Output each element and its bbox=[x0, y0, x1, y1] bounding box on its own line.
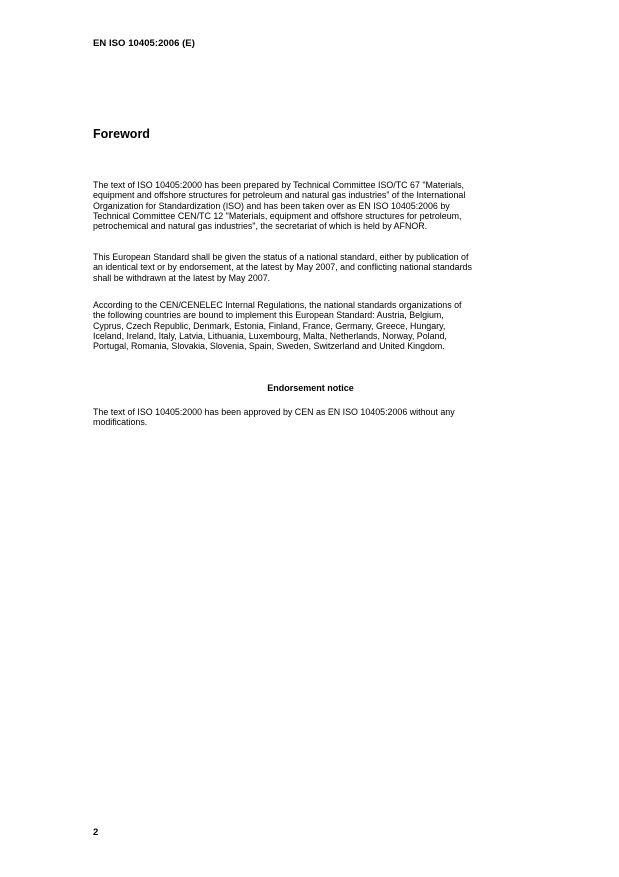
document-id-header: EN ISO 10405:2006 (E) bbox=[93, 38, 195, 49]
text-line: modifications. bbox=[93, 417, 148, 428]
text-line: According to the CEN/CENELEC Internal Regulations, the national standards organizations of bbox=[93, 300, 462, 310]
text-line: The text of ISO 10405:2000 has been prepared by Technical Committee ISO/TC 67 "Materials, bbox=[93, 180, 465, 190]
text-line: Organization for Standardization (ISO) and has been taken over as EN ISO 10405:2006 by bbox=[93, 200, 450, 211]
text-line: Portugal, Romania, Slovakia, Slovenia, Spain, Sweden, Switzerland and United Kingdom. bbox=[93, 341, 445, 352]
text-line: equipment and offshore structures for petroleum and natural gas industries” of the International bbox=[93, 190, 466, 201]
text-line: Technical Committee CEN/TC 12 "Materials, equipment and offshore structures for petroleum, bbox=[93, 210, 462, 221]
text-line: Cyprus, Czech Republic, Denmark, Estonia, Finland, France, Germany, Greece, Hungary, bbox=[93, 320, 446, 331]
text-line: This European Standard shall be given the status of a national standard, either by publication of bbox=[93, 252, 469, 262]
endorsement-notice-heading: Endorsement notice bbox=[267, 383, 354, 393]
text-line: the following countries are bound to implement this European Standard: Austria, Belgium, bbox=[93, 310, 444, 321]
text-line: an identical text or by endorsement, at the latest by May 2007, and conflicting national standards bbox=[93, 262, 472, 273]
endorsement-paragraph bbox=[93, 407, 553, 428]
text-line: The text of ISO 10405:2000 has been approved by CEN as EN ISO 10405:2006 without any bbox=[93, 407, 455, 417]
text-line: petrochemical and natural gas industries", the secretariat of which is held by AFNOR. bbox=[93, 221, 428, 232]
text-line: shall be withdrawn at the latest by May 2007. bbox=[93, 272, 271, 283]
text-line: Iceland, Ireland, Italy, Latvia, Lithuania, Luxembourg, Malta, Netherlands, Norway, Poland, bbox=[93, 330, 447, 341]
foreword-paragraph-1 bbox=[93, 180, 553, 231]
page-number: 2 bbox=[93, 827, 99, 838]
foreword-heading: Foreword bbox=[93, 127, 150, 141]
foreword-paragraph-2 bbox=[93, 252, 553, 283]
foreword-paragraph-3 bbox=[93, 300, 553, 351]
